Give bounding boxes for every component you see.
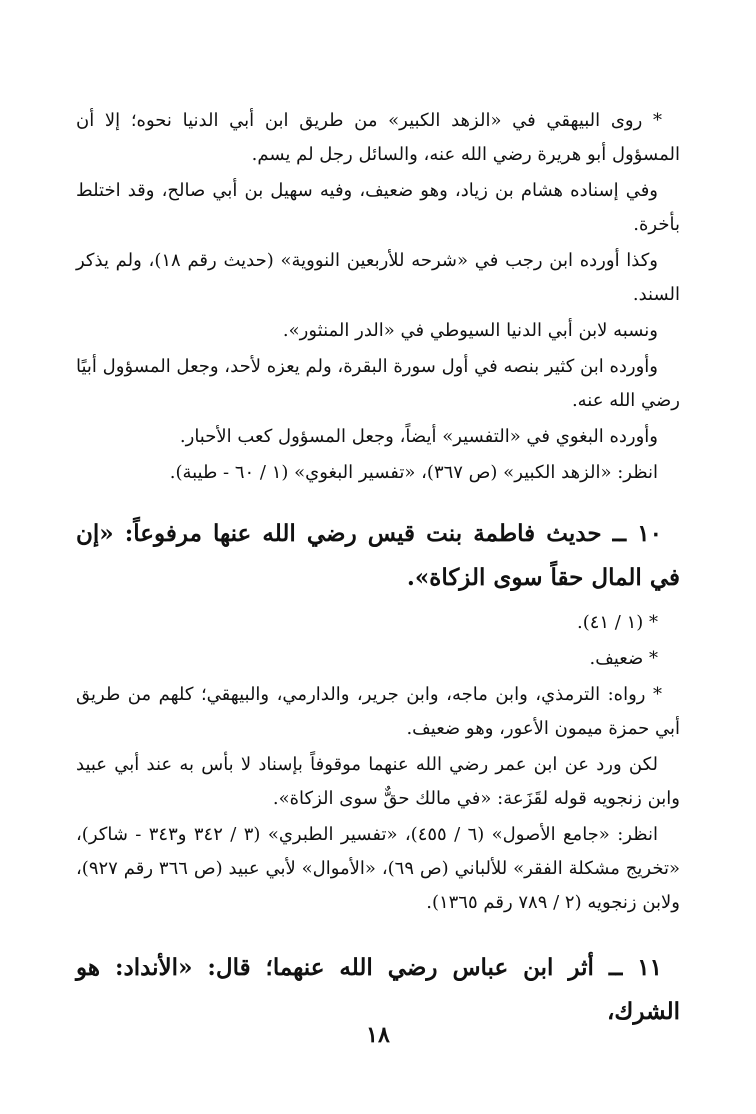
paragraph-ibn-rajab: وكذا أورده ابن رجب في «شرحه للأربعين النووية» (حديث رقم ١٨)، ولم يذكر السند. <box>76 250 680 305</box>
paragraph-references-2: انظر: «جامع الأصول» (٦ / ٤٥٥)، «تفسير الطبري» (٣ / ٣٤٢ و٣٤٣ - شاكر)، «تخريج مشكلة الفقر» للألباني (ص ٦٩)، «الأموال» لأبي عبيد (ص ٣٦٦ رقم ٩٢٧)، ولابن زنجويه (٢ / ٧٨٩ رقم ١٣٦٥). <box>76 824 680 913</box>
paragraph-grading: * ضعيف. <box>589 648 658 669</box>
paragraph-ibn-kathir: وأورده ابن كثير بنصه في أول سورة البقرة، ولم يعزه لأحد، وجعل المسؤول أبيًا رضي الله عنه. <box>76 356 680 411</box>
paragraph-ibn-umar: لكن ورد عن ابن عمر رضي الله عنهما موقوفاً بإسناد لا بأس به عند أبي عبيد وابن زنجويه قوله لقَزَعة: «في مالك حقٌّ سوى الزكاة». <box>76 754 680 809</box>
paragraph-narrators: * رواه: الترمذي، وابن ماجه، وابن جرير، والدارمي، والبيهقي؛ كلهم من طريق أبي حمزة ميمون الأعور، وهو ضعيف. <box>76 684 680 739</box>
paragraph-isnad: وفي إسناده هشام بن زياد، وهو ضعيف، وفيه سهيل بن أبي صالح، وقد اختلط بأخرة. <box>76 180 680 235</box>
paragraph-baghawi: وأورده البغوي في «التفسير» أيضاً، وجعل المسؤول كعب الأحبار. <box>179 426 658 447</box>
paragraph-references: انظر: «الزهد الكبير» (ص ٣٦٧)، «تفسير البغوي» (١ / ٦٠ - طيبة). <box>169 462 658 483</box>
page-number: ١٨ <box>366 1022 390 1048</box>
paragraph-bayhaqi: * روى البيهقي في «الزهد الكبير» من طريق ابن أبي الدنيا نحوه؛ إلا أن المسؤول أبو هريرة رضي الله عنه، والسائل رجل لم يسم. <box>76 110 680 165</box>
paragraph-volume-ref: * (١ / ٤١). <box>576 612 658 633</box>
heading-hadith-10: ١٠ ــ حديث فاطمة بنت قيس رضي الله عنها مرفوعاً: «إن في المال حقاً سوى الزكاة». <box>76 520 680 591</box>
heading-athar-11: ١١ ــ أثر ابن عباس رضي الله عنهما؛ قال: «الأنداد: هو الشرك، <box>76 954 680 1025</box>
paragraph-suyuti: ونسبه لابن أبي الدنيا السيوطي في «الدر المنثور». <box>282 320 658 341</box>
